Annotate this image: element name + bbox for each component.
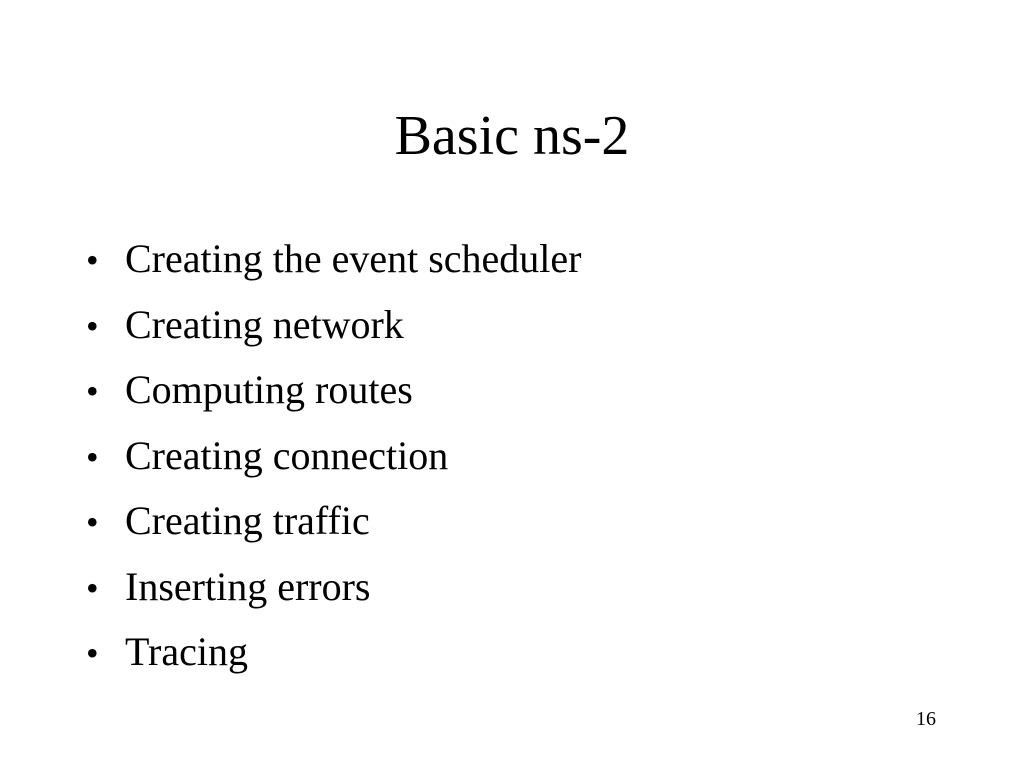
list-item: [86, 488, 581, 554]
list-item-text: Creating the event scheduler: [125, 236, 582, 281]
bullet-icon: •: [86, 502, 99, 542]
list-item-text: Computing routes: [125, 367, 413, 412]
list-item: [86, 226, 581, 292]
list-item: [86, 292, 581, 358]
bullet-icon: •: [86, 436, 99, 477]
bullet-icon: •: [86, 305, 99, 346]
list-item-text: Creating traffic: [125, 498, 370, 543]
slide-number: 16: [916, 708, 936, 730]
bullet-list: [86, 226, 581, 685]
list-item: [86, 619, 581, 685]
list-item: [86, 554, 581, 620]
list-item-text: Creating network: [125, 301, 404, 347]
list-item-text: Tracing: [125, 629, 248, 674]
list-item-text: Inserting errors: [125, 563, 371, 609]
list-item: [86, 357, 581, 423]
bullet-icon: •: [86, 567, 99, 608]
bullet-icon: •: [86, 371, 99, 411]
list-item-text: Creating connection: [125, 432, 449, 478]
bullet-icon: •: [86, 240, 99, 280]
bullet-icon: •: [86, 633, 99, 673]
slide-title: Basic ns-2: [394, 105, 630, 167]
list-item: [86, 423, 581, 489]
